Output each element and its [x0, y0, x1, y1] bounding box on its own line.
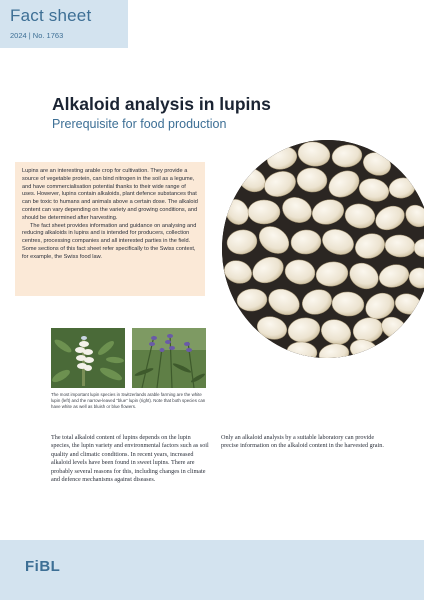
document-subtitle: Prerequisite for food production	[52, 117, 227, 131]
intro-paragraph-1: Lupins are an interesting arable crop for cultivation. They provide a source of vegetable protein, can bind nitrogen in the soil as a legume, and have commercialisation potential thanks to their wide range of uses. However, lupins contain alkaloids, plant defence substances that can be toxic to humans and animals above a certain dose. The alkaloid content can vary depending on the variety and growing conditions, and should be determined after harvesting.	[22, 168, 198, 221]
body-text-left: The total alkaloid content of lupins depends on the lupin species, the lupin variety and environmental factors such as soil quality and climatic conditions. In recent years, increased alkaloid levels have been found in sweet lupins. There are probably several reasons for this, including changes in climate and defence mechanisms against diseases.	[51, 434, 209, 484]
document-title: Alkaloid analysis in lupins	[52, 94, 271, 114]
blue-lupin-photo	[132, 328, 206, 388]
footer-band	[0, 540, 424, 600]
fibl-logo: FiBL	[25, 558, 61, 575]
intro-box	[15, 162, 205, 296]
fact-sheet-badge	[0, 0, 128, 48]
badge-subtitle: 2024 | No. 1763	[10, 31, 64, 40]
badge-title: Fact sheet	[10, 6, 92, 25]
body-text-right: Only an alkaloid analysis by a suitable laboratory can provide precise information on the alkaloid content in the harvested grain.	[221, 434, 384, 450]
intro-paragraph-2: The fact sheet provides information and guidance on analysing and reducing alkaloids in lupins and is intended for producers, collection centres, processing companies and all interested parties in the field. Some sections of this fact sheet refer specifically to the Swiss context, for example, the Swiss food law.	[22, 222, 197, 260]
white-lupin-illustration	[51, 328, 125, 388]
white-lupin-photo	[51, 328, 125, 388]
lupin-seeds-illustration	[222, 140, 424, 358]
lupin-seeds-image	[222, 140, 424, 358]
figure-caption: The most important lupin species in Switzerlands arable farming are the white lupin (left) and the narrow-leaved “blue” lupin (right). Note that both species can have white as well as bluish or blue flowers.	[51, 392, 206, 409]
blue-lupin-illustration	[132, 328, 206, 388]
